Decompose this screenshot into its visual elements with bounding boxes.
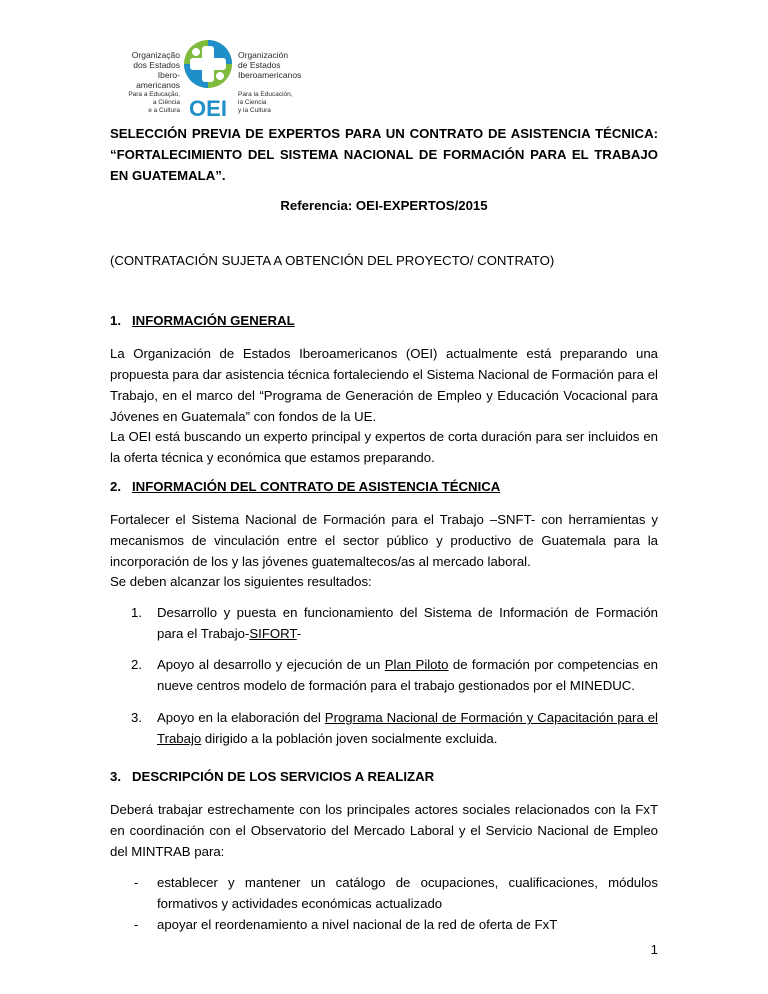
result-item-1: 1. Desarrollo y puesta en funcionamiento del Sistema de Información de Formación para el Trabajo-SIFORT- (131, 605, 658, 641)
section-1-paragraph-1: La Organización de Estados Iberoamericanos (OEI) actualmente está preparando una propuesta para dar asistencia técnica fortaleciendo el Sistema Nacional de Formación para el Trabajo, en el marco del “Programa de Generación de Empleo y Educación Vocacional para Jóvenes en Guatemala” con fondos de la UE. (110, 346, 658, 424)
section-2-paragraph-1: Fortalecer el Sistema Nacional de Formación para el Trabajo –SNFT- con herramientas y mecanismos de vinculación entre el sector público y productivo de Guatemala para la incorporación de los y las jóvenes guatemaltecos/as al mercado laboral. (110, 512, 658, 569)
logo-tagline-portuguese: Para a Educação, a Ciência e a Cultura (128, 91, 180, 114)
service-bullet-1: - establecer y mantener un catálogo de ocupaciones, cualificaciones, módulos formativos y actividades económicas actualizado (134, 875, 658, 911)
logo-acronym: OEI (189, 96, 227, 121)
reference-line: Referencia: OEI-EXPERTOS/2015 (280, 198, 488, 213)
logo-name-spanish: Organización de Estados Iberoamericanos (238, 50, 302, 80)
service-bullet-2: - apoyar el reordenamiento a nivel nacional de la red de oferta de FxT (134, 917, 558, 932)
section-3-paragraph-1: Deberá trabajar estrechamente con los principales actores sociales relacionados con la FxT en coordinación con el Observatorio del Mercado Laboral y el Servicio Nacional de Empleo del MINTRAB para: (110, 802, 658, 859)
result-item-3: 3. Apoyo en la elaboración del Programa Nacional de Formación y Capacitación para el Trabajo dirigido a la población joven socialmente excluida. (131, 710, 658, 746)
section-2-heading: 2. INFORMACIÓN DEL CONTRATO DE ASISTENCIA TÉCNICA (110, 479, 501, 494)
document-title: SELECCIÓN PREVIA DE EXPERTOS PARA UN CONTRATO DE ASISTENCIA TÉCNICA: “FORTALECIMIENTO DEL SISTEMA NACIONAL DE FORMACIÓN PARA EL TRABAJO EN GUATEMALA”. (110, 126, 658, 183)
section-3-heading: 3. DESCRIPCIÓN DE LOS SERVICIOS A REALIZAR (110, 769, 435, 784)
result-item-2: 2. Apoyo al desarrollo y ejecución de un Plan Piloto de formación por competencias en nueve centros modelo de formación para el trabajo gestionados por el MINEDUC. (131, 657, 658, 693)
logo-name-portuguese: Organização dos Estados Ibero-americanos (131, 50, 180, 90)
oei-logo (118, 38, 368, 124)
page-number: 1 (650, 942, 658, 957)
logo-tagline-spanish: Para la Educación, la Ciencia y la Cultura (238, 91, 293, 114)
section-1-heading: 1. INFORMACIÓN GENERAL (110, 313, 295, 328)
section-2-paragraph-2: Se deben alcanzar los siguientes resultados: (110, 574, 372, 589)
contract-note: (CONTRATACIÓN SUJETA A OBTENCIÓN DEL PROYECTO/ CONTRATO) (110, 253, 555, 268)
section-1-paragraph-2: La OEI está buscando un experto principal y expertos de corta duración para ser incluidos en la oferta técnica y económica que estamos preparando. (110, 429, 658, 465)
oei-emblem-icon (180, 38, 236, 124)
